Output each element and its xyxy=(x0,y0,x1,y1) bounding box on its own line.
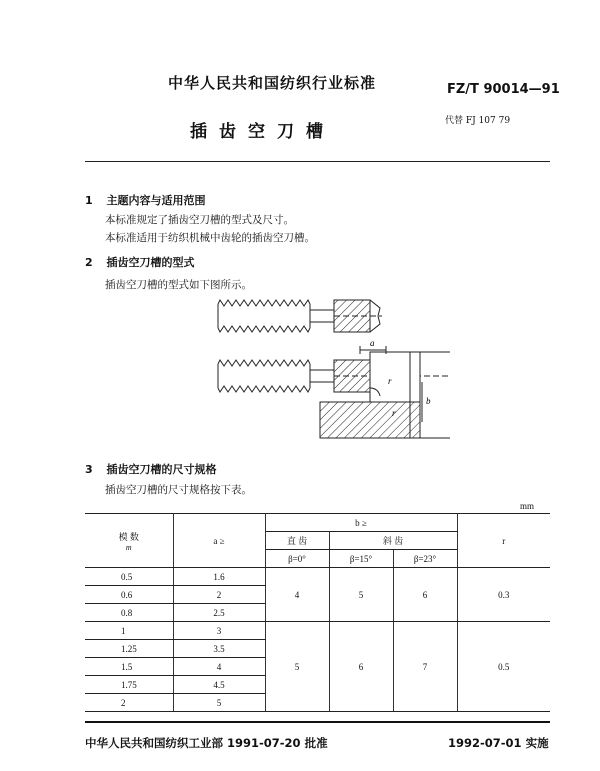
cell-a: 2.5 xyxy=(173,604,265,622)
label-r-upper: r xyxy=(388,376,392,386)
cell-m: 0.8 xyxy=(85,604,173,622)
table-row xyxy=(85,622,550,640)
cell-b15: 5 xyxy=(329,568,393,622)
header-divider xyxy=(85,161,550,162)
cell-a: 2 xyxy=(173,586,265,604)
cell-b0: 5 xyxy=(265,622,329,712)
header-beta23: β=23° xyxy=(393,550,457,568)
label-a: a xyxy=(370,338,375,348)
org-title: 中华人民共和国纺织行业标准 xyxy=(168,74,377,92)
implementation-date: 1992-07-01 实施 xyxy=(448,736,549,750)
document-code: FZ/T 90014—91 xyxy=(447,82,560,97)
paragraph: 本标准规定了插齿空刀槽的型式及尺寸。 xyxy=(105,214,294,226)
cell-a: 4 xyxy=(173,658,265,676)
cell-b15: 6 xyxy=(329,622,393,712)
label-b: b xyxy=(426,396,431,406)
cell-b23: 6 xyxy=(393,568,457,622)
cell-m: 2 xyxy=(85,694,173,712)
header-straight: 直 齿 xyxy=(265,532,329,550)
footer-divider xyxy=(85,721,550,723)
header-beta15: β=15° xyxy=(329,550,393,568)
header-b: b ≥ xyxy=(265,514,457,532)
table-header-row xyxy=(85,514,550,532)
unit-label: mm xyxy=(520,501,535,511)
replaces-note: 代替 FJ 107 79 xyxy=(445,116,511,126)
spec-table xyxy=(85,513,550,712)
table-row xyxy=(85,568,550,586)
groove-figure xyxy=(210,292,455,442)
cell-a: 3 xyxy=(173,622,265,640)
paragraph: 插齿空刀槽的尺寸规格按下表。 xyxy=(105,484,252,496)
cell-m: 1.75 xyxy=(85,676,173,694)
cell-b0: 4 xyxy=(265,568,329,622)
cell-m: 1 xyxy=(85,622,173,640)
header-r: r xyxy=(457,514,550,568)
approval-note: 中华人民共和国纺织工业部 1991-07-20 批准 xyxy=(85,736,328,750)
section-number: 2 xyxy=(85,256,93,269)
cell-a: 4.5 xyxy=(173,676,265,694)
upper-gear-drawing xyxy=(218,300,382,332)
header-beta0: β=0° xyxy=(265,550,329,568)
section-1-heading xyxy=(85,192,206,208)
cell-m: 0.6 xyxy=(85,586,173,604)
header-modulus xyxy=(85,514,173,568)
header-a: a ≥ xyxy=(173,514,265,568)
section-title: 插齿空刀槽的尺寸规格 xyxy=(106,463,217,476)
label-r-lower: r xyxy=(392,408,396,418)
cell-m: 0.5 xyxy=(85,568,173,586)
cell-b23: 7 xyxy=(393,622,457,712)
header-modulus-label: 模 数 xyxy=(118,531,139,542)
section-3-heading xyxy=(85,461,217,477)
cell-a: 5 xyxy=(173,694,265,712)
paragraph: 本标准适用于纺织机械中齿轮的插齿空刀槽。 xyxy=(105,232,315,244)
header-helical: 斜 齿 xyxy=(329,532,457,550)
cell-a: 3.5 xyxy=(173,640,265,658)
cell-a: 1.6 xyxy=(173,568,265,586)
section-title: 主题内容与适用范围 xyxy=(106,194,206,207)
section-title: 插齿空刀槽的型式 xyxy=(106,256,195,269)
cell-r: 0.5 xyxy=(457,622,550,712)
cell-r: 0.3 xyxy=(457,568,550,622)
section-number: 1 xyxy=(85,194,93,207)
document-title: 插齿空刀槽 xyxy=(190,122,335,142)
section-number: 3 xyxy=(85,463,93,476)
cell-m: 1.5 xyxy=(85,658,173,676)
header-modulus-symbol: m xyxy=(125,542,132,552)
cell-m: 1.25 xyxy=(85,640,173,658)
section-2-heading xyxy=(85,254,195,270)
paragraph: 插齿空刀槽的型式如下图所示。 xyxy=(105,279,252,291)
